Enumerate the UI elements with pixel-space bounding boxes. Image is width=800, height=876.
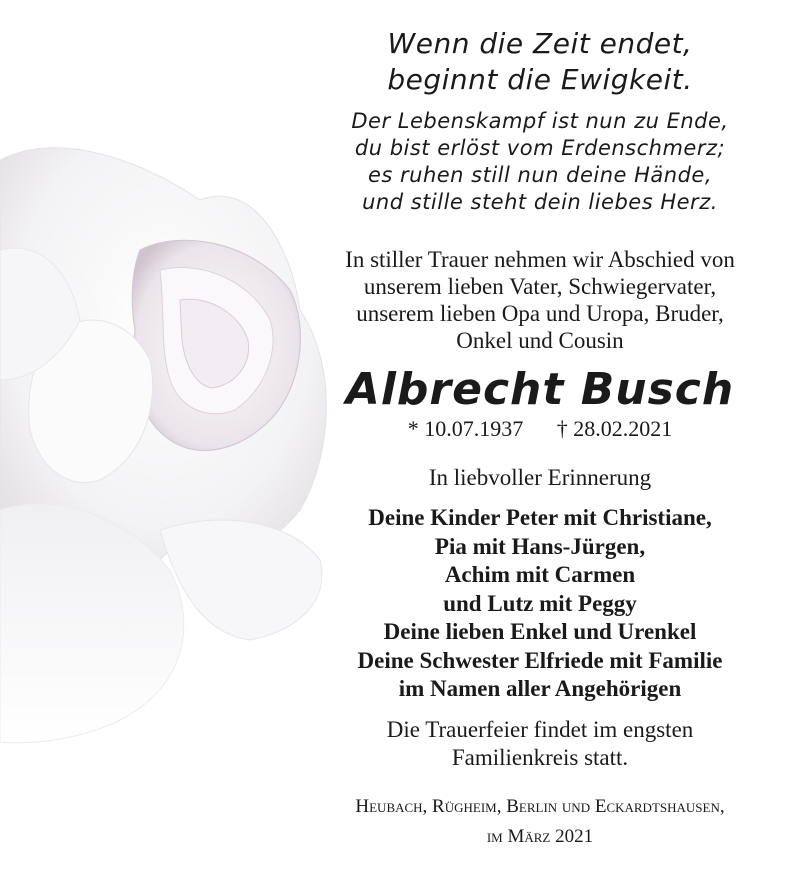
mourner-line: Deine Kinder Peter mit Christiane, <box>368 505 712 530</box>
mourner-line: Deine lieben Enkel und Urenkel <box>383 619 697 644</box>
funeral-line: Die Trauerfeier findet im engsten <box>386 717 694 742</box>
mourner-line: Pia mit Hans-Jürgen, <box>434 533 646 559</box>
intro-line: unserem lieben Opa und Uropa, Bruder, <box>356 301 724 326</box>
intro-line: unserem lieben Vater, Schwiegervater, <box>363 274 717 299</box>
motto-line: Wenn die Zeit endet, <box>387 27 693 60</box>
memory-line: In liebvoller Erinnerung <box>428 465 652 490</box>
mourner-line: Deine Schwester Elfriede mit Familie <box>357 647 723 673</box>
place-and-date <box>305 792 775 852</box>
poem-line: und stille steht dein liebes Herz. <box>362 190 718 214</box>
mourner-line: und Lutz mit Peggy <box>443 590 637 616</box>
poem-line: du bist erlöst vom Erdenschmerz; <box>354 136 726 160</box>
poem <box>305 108 775 216</box>
funeral-notice <box>305 716 775 772</box>
poem-line: es ruhen still nun deine Hände, <box>367 163 713 187</box>
mourner-line: Achim mit Carmen <box>444 562 636 587</box>
intro-line: Onkel und Cousin <box>456 328 624 353</box>
deceased-name: Albrecht Busch <box>345 364 735 415</box>
motto-line: beginnt die Ewigkeit. <box>387 63 693 96</box>
mourners-list <box>305 504 775 704</box>
funeral-line: Familienkreis statt. <box>451 745 629 770</box>
mourner-line: im Namen aller Angehörigen <box>398 676 682 701</box>
intro-line: In stiller Trauer nehmen wir Abschied von <box>345 247 735 272</box>
birth-date: * 10.07.1937 <box>407 416 524 441</box>
life-dates <box>305 416 775 442</box>
death-date: † 28.02.2021 <box>556 416 673 441</box>
farewell-intro <box>305 246 775 354</box>
date-line: im März 2021 <box>486 826 594 847</box>
place-line: Heubach, Rügheim, Berlin und Eckardtshausen, <box>355 796 725 817</box>
poem-line: Der Lebenskampf ist nun zu Ende, <box>351 109 729 133</box>
motto <box>305 26 775 98</box>
